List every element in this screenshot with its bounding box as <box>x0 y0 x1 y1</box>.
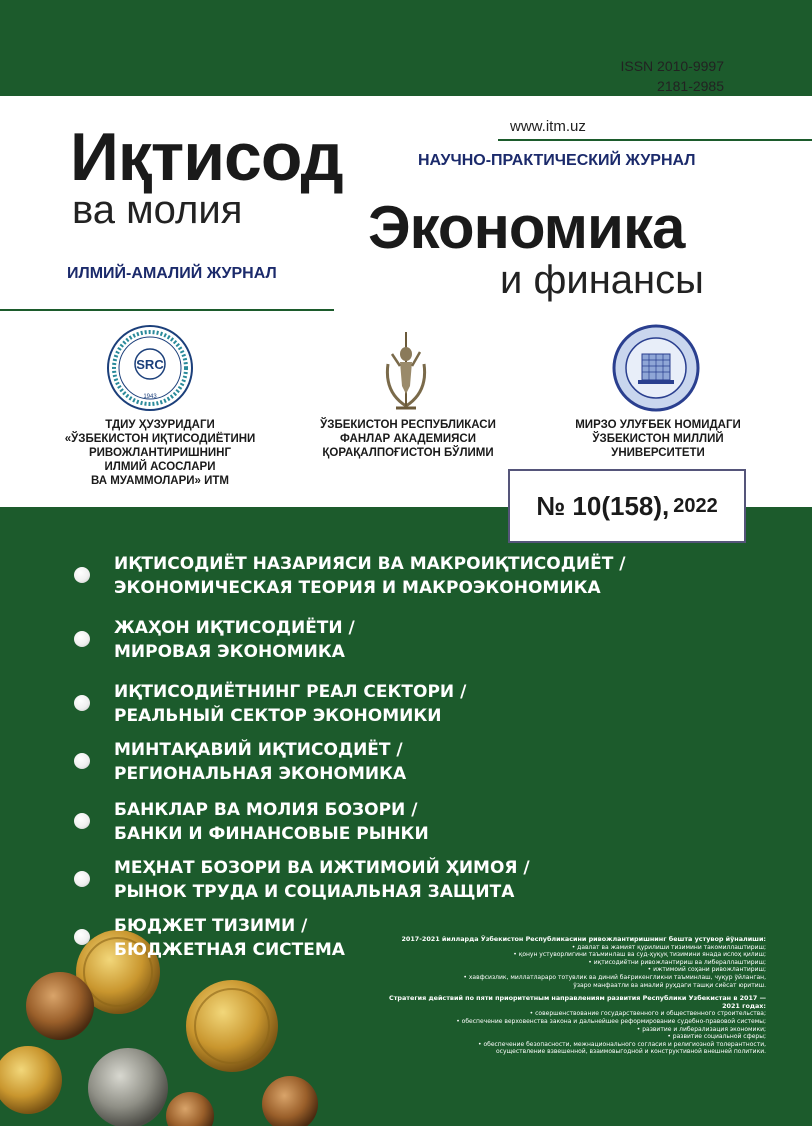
affiliation-line: ТДИУ ҲУЗУРИДАГИ <box>105 419 215 431</box>
affiliation-academy <box>288 418 528 460</box>
strategy-uz-item: ўзаро манфаатли ва амалий руҳдаги ташқи сиёсат юритиш. <box>573 981 766 989</box>
affiliation-line: ЎЗБЕКИСТОН МИЛЛИЙ <box>592 433 724 445</box>
section-item <box>80 552 640 600</box>
section-item <box>80 798 640 846</box>
strategy-uz-item: • ижтимоий соҳани ривожлантириш; <box>647 966 766 974</box>
bullet-icon <box>74 567 90 583</box>
strategy-uz-item: • иқтисодиётни ривожлантириш ва либераллаштириш; <box>588 958 766 966</box>
academy-statue-icon <box>362 324 450 412</box>
src-seal-year: 1943 <box>143 394 157 400</box>
section-title-ru: РЕГИОНАЛЬНАЯ ЭКОНОМИКА <box>114 764 407 784</box>
title-uz-sub: ва молия <box>72 188 243 232</box>
affiliation-line: РИВОЖЛАНТИРИШНИНГ <box>89 447 231 459</box>
strategy-uz-item: • қонун устуворлигини таъминлаш ва суд-ҳуқуқ тизимини янада ислоҳ қилиш; <box>513 951 766 959</box>
journal-type-ru: НАУЧНО-ПРАКТИЧЕСКИЙ ЖУРНАЛ <box>418 152 696 169</box>
issue-year: 2022 <box>673 494 718 517</box>
src-seal-icon <box>106 324 194 412</box>
src-seal-text: SRC <box>136 357 164 372</box>
strategy-ru-item: • совершенствование государственного и общественного строительства; <box>529 1010 766 1018</box>
bullet-icon <box>74 929 90 945</box>
strategy-ru-heading: Стратегия действий по пяти приоритетным направлениям развития Республики Узбекистан в 2017 — 2021 годах: <box>389 994 766 1010</box>
issue-number: № 10(158), <box>536 490 670 521</box>
bullet-icon <box>74 695 90 711</box>
section-title-uz: ИҚТИСОДИЁТ НАЗАРИЯСИ ВА МАКРОИҚТИСОДИЁТ / <box>114 554 626 574</box>
strategy-ru-item: • обеспечение безопасности, межнационального согласия и религиозной толерантности, <box>478 1040 766 1048</box>
issn-line-1: ISSN 2010-9997 <box>620 58 724 74</box>
affiliation-line: «ЎЗБЕКИСТОН ИҚТИСОДИЁТИНИ <box>64 433 256 445</box>
affiliation-itm <box>40 418 280 488</box>
section-item <box>80 616 640 664</box>
website-url[interactable]: www.itm.uz <box>510 118 586 135</box>
section-title-uz: ИҚТИСОДИЁТНИНГ РЕАЛ СЕКТОРИ / <box>114 682 467 702</box>
bullet-icon <box>74 631 90 647</box>
strategy-ru-item: • развитие и либерализация экономики; <box>636 1025 766 1033</box>
journal-type-uz: ИЛМИЙ-АМАЛИЙ ЖУРНАЛ <box>67 265 277 282</box>
affiliation-line: ВА МУАММОЛАРИ» ИТМ <box>91 475 229 487</box>
section-item <box>80 680 640 728</box>
title-ru-main: Экономика <box>368 194 685 261</box>
section-item <box>80 738 640 786</box>
strategy-text-block <box>370 936 766 1086</box>
bullet-icon <box>74 813 90 829</box>
section-title-ru: РЕАЛЬНЫЙ СЕКТОР ЭКОНОМИКИ <box>114 706 442 726</box>
issue-number-box <box>508 469 746 543</box>
affiliation-line: ФАНЛАР АКАДЕМИЯСИ <box>340 433 476 445</box>
section-title-uz: ЖАҲОН ИҚТИСОДИЁТИ / <box>114 618 355 638</box>
section-title-ru: БЮДЖЕТНАЯ СИСТЕМА <box>114 940 345 960</box>
strategy-ru-item: • обеспечение верховенства закона и дальнейшее реформирование судебно-правовой системы; <box>456 1017 766 1025</box>
section-title-ru: РЫНОК ТРУДА И СОЦИАЛЬНАЯ ЗАЩИТА <box>114 882 515 902</box>
strategy-uz-heading: 2017-2021 йилларда Ўзбекистон Республикасини ривожлантиришнинг бешта устувор йўналиши: <box>401 935 766 943</box>
affiliation-line: ИЛМИЙ АСОСЛАРИ <box>104 461 216 473</box>
section-title-ru: МИРОВАЯ ЭКОНОМИКА <box>114 642 345 662</box>
affiliation-line: ҚОРАҚАЛПОҒИСТОН БЎЛИМИ <box>322 447 494 459</box>
title-ru-sub: и финансы <box>500 258 704 302</box>
section-title-uz: БЮДЖЕТ ТИЗИМИ / <box>114 916 308 936</box>
bullet-icon <box>74 871 90 887</box>
issn-block <box>620 56 724 96</box>
divider-line <box>498 139 812 141</box>
section-title-ru: БАНКИ И ФИНАНСОВЫЕ РЫНКИ <box>114 824 429 844</box>
strategy-uz-item: • давлат ва жамият қурилиши тизимини такомиллаштириш; <box>571 943 766 951</box>
section-item <box>80 856 640 904</box>
affiliation-university <box>538 418 778 460</box>
bullet-icon <box>74 753 90 769</box>
divider-line <box>0 309 334 311</box>
issn-line-2: 2181-2985 <box>657 78 724 94</box>
affiliation-line: МИРЗО УЛУҒБЕК НОМИДАГИ <box>575 419 741 431</box>
section-title-ru: ЭКОНОМИЧЕСКАЯ ТЕОРИЯ И МАКРОЭКОНОМИКА <box>114 578 601 598</box>
section-title-uz: МЕҲНАТ БОЗОРИ ВА ИЖТИМОИЙ ҲИМОЯ / <box>114 858 530 878</box>
strategy-ru-item: осуществление взвешенной, взаимовыгодной и конструктивной внешней политики. <box>496 1048 766 1056</box>
affiliation-line: ЎЗБЕКИСТОН РЕСПУБЛИКАСИ <box>320 419 496 431</box>
affiliation-line: УНИВЕРСИТЕТИ <box>611 447 705 459</box>
section-title-uz: МИНТАҚАВИЙ ИҚТИСОДИЁТ / <box>114 740 403 760</box>
section-title-uz: БАНКЛАР ВА МОЛИЯ БОЗОРИ / <box>114 800 418 820</box>
university-emblem-icon <box>612 324 700 412</box>
strategy-ru-item: • развитие социальной сферы; <box>667 1033 766 1041</box>
strategy-uz-item: • хавфсизлик, миллатлараро тотувлик ва диний бағрикенгликни таъминлаш, чуқур ўйланган, <box>463 973 766 981</box>
title-uz-main: Иқтисод <box>70 119 343 195</box>
